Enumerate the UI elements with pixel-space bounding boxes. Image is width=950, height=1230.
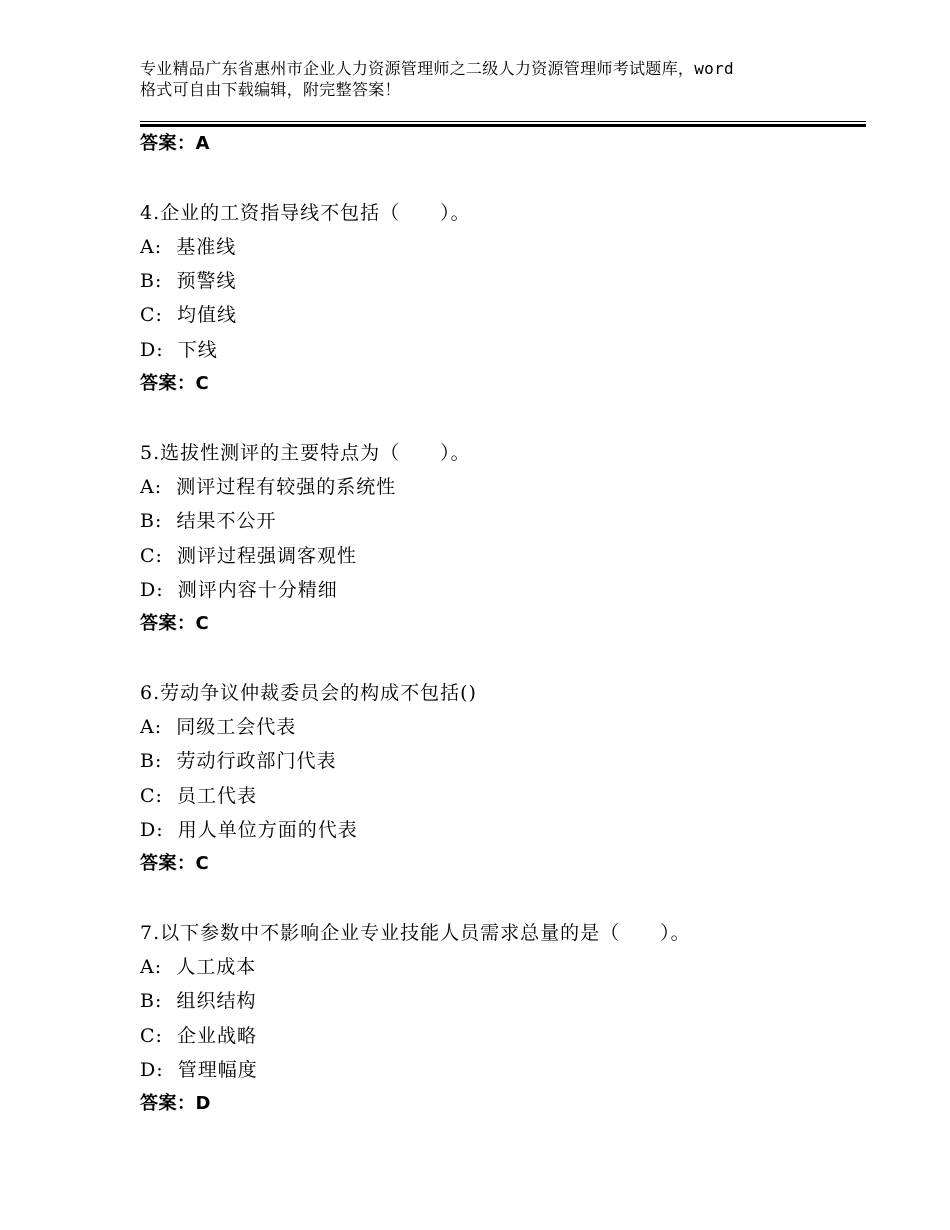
answer-label: 答案：C bbox=[140, 373, 210, 395]
option-b: B: 劳动行政部门代表 bbox=[140, 750, 337, 773]
spacer bbox=[140, 401, 860, 435]
option-a: A: 人工成本 bbox=[140, 956, 257, 979]
header-title-line-2: 格式可自由下载编辑，附完整答案！ bbox=[140, 80, 401, 99]
question-stem: 5.选拔性测评的主要特点为（ ）。 bbox=[140, 441, 471, 464]
question-stem: 4.企业的工资指导线不包括（ ）。 bbox=[140, 201, 471, 224]
spacer bbox=[140, 882, 860, 916]
answer-label: 答案：D bbox=[140, 1093, 211, 1115]
option-d: D: 管理幅度 bbox=[140, 1059, 258, 1082]
header-title-line-1: 专业精品广东省惠州市企业人力资源管理师之二级人力资源管理师考试题库，word bbox=[140, 59, 734, 78]
option-a: A: 测评过程有较强的系统性 bbox=[140, 475, 397, 498]
option-d: D: 测评内容十分精细 bbox=[140, 578, 338, 601]
question-5 bbox=[140, 436, 860, 642]
spacer bbox=[140, 641, 860, 675]
question-6 bbox=[140, 676, 860, 882]
option-a: A: 同级工会代表 bbox=[140, 716, 297, 739]
option-c: C: 均值线 bbox=[140, 304, 238, 327]
answer-label: 答案：C bbox=[140, 853, 210, 875]
option-d: D: 下线 bbox=[140, 338, 218, 361]
option-c: C: 企业战略 bbox=[140, 1024, 258, 1047]
header-divider-thin bbox=[140, 121, 866, 122]
option-c: C: 员工代表 bbox=[140, 784, 258, 807]
question-stem: 7.以下参数中不影响企业专业技能人员需求总量的是（ ）。 bbox=[140, 921, 691, 944]
answer-label: 答案：C bbox=[140, 613, 210, 635]
option-a: A: 基准线 bbox=[140, 235, 237, 258]
question-4 bbox=[140, 196, 860, 402]
question-stem: 6.劳动争议仲裁委员会的构成不包括() bbox=[140, 681, 477, 704]
question-7 bbox=[140, 916, 860, 1122]
option-c: C: 测评过程强调客观性 bbox=[140, 544, 358, 567]
option-b: B: 结果不公开 bbox=[140, 510, 277, 533]
option-d: D: 用人单位方面的代表 bbox=[140, 818, 358, 841]
question-list bbox=[140, 127, 860, 1122]
document-header bbox=[140, 58, 840, 100]
option-b: B: 组织结构 bbox=[140, 990, 257, 1013]
spacer bbox=[140, 161, 860, 195]
answer-label-q3: 答案：A bbox=[140, 133, 210, 154]
option-b: B: 预警线 bbox=[140, 270, 237, 293]
